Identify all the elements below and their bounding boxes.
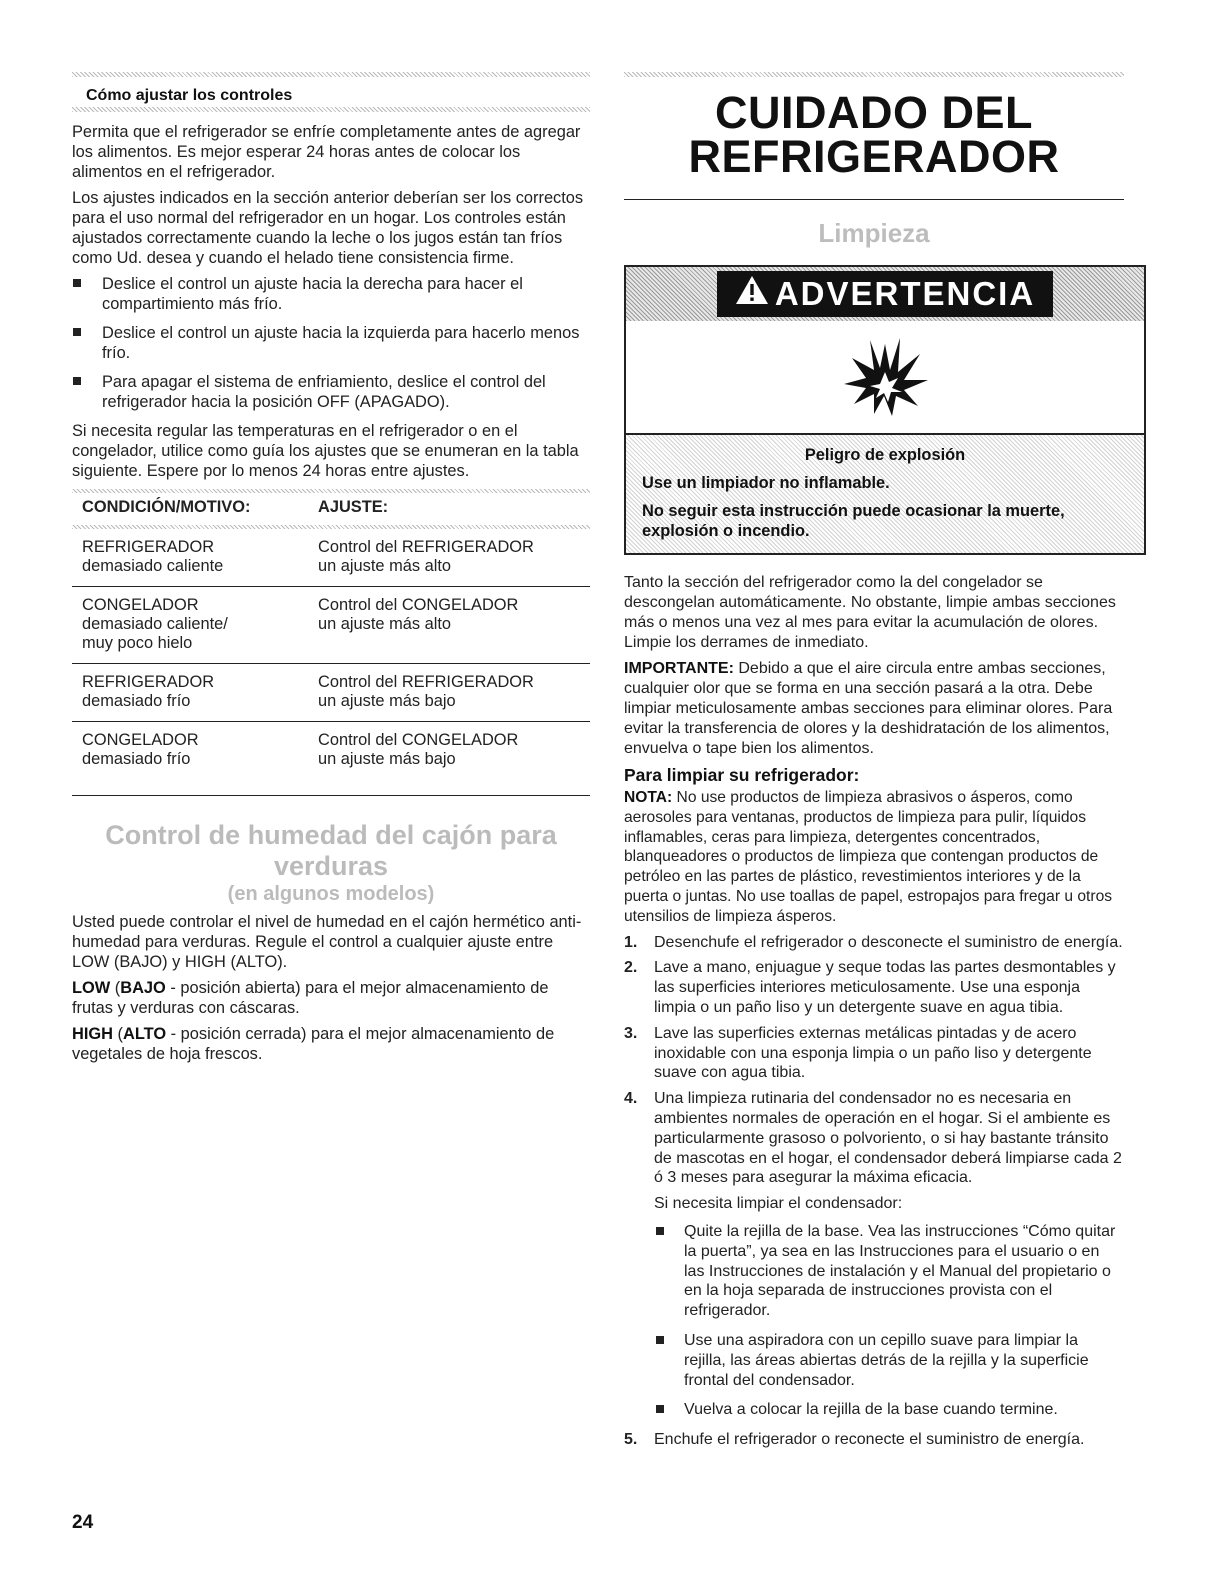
table-row: CONGELADOR demasiado caliente/ muy poco hielo Control del CONGELADOR un ajuste más alto [72,587,590,664]
cleaning-steps [624,933,1124,1450]
low-setting-paragraph: LOW (BAJO - posición abierta) para el mejor almacenamiento de frutas y verduras con cáscaras. [72,979,549,1017]
list-item: Vuelva a colocar la rejilla de la base cuando termine. [654,1400,1124,1420]
right-column [624,72,1124,1456]
page-title: CUIDADO DEL REFRIGERADOR [688,87,1060,182]
humidity-paragraph: Usted puede controlar el nivel de humedad en el cajón hermético anti-humedad para verduras. Regule el control a cualquier ajuste entre LOW (BAJO) y HIGH (ALTO). [72,913,582,971]
right-top-hatch-rule [624,72,1124,77]
heading-hatch-rule [72,107,590,112]
list-item: Para apagar el sistema de enfriamiento, deslice el control del refrigerador hacia la posición OFF (APAGADO). [72,372,590,412]
list-item: 5. Enchufe el refrigerador o reconecte el suministro de energía. [624,1431,1085,1449]
table-row: REFRIGERADOR demasiado frío Control del REFRIGERADOR un ajuste más bajo [72,664,590,722]
list-item: 1. Desenchufe el refrigerador o desconecte el suministro de energía. [624,933,1123,951]
adjust-controls-heading: Cómo ajustar los controles [86,87,293,104]
table-row: REFRIGERADOR demasiado caliente Control del REFRIGERADOR un ajuste más alto [72,529,590,587]
intro-paragraph-1: Permita que el refrigerador se enfríe completamente antes de agregar los alimentos. Es mejor esperar 24 horas antes de colocar los alimentos en el refrigerador. [72,123,581,181]
cleaning-paragraph: Tanto la sección del refrigerador como la del congelador se descongelan automáticamente. No obstante, limpie ambas secciones más o menos una vez al mes para evitar la acumulación de olores. Limpie los derrames de inmediato. [624,574,1116,651]
page-number: 24 [72,1512,94,1533]
condenser-bullet-list [654,1222,1124,1420]
list-item: Deslice el control un ajuste hacia la izquierda para hacerlo menos frío. [72,323,590,363]
section-title-limpieza: Limpieza [818,218,930,248]
list-item: 3. Lave las superficies externas metálicas pintadas y de acero inoxidable con una esponja limpia o un paño liso y detergente suave con agua tibia. [624,1024,1092,1082]
list-item: Deslice el control un ajuste hacia la derecha para hacer el compartimiento más frío. [72,274,590,314]
adjustment-table [72,487,590,796]
important-paragraph: IMPORTANTE: Debido a que el aire circula entre ambas secciones, cualquier olor que se forma en una sección pasará a la otra. Debe limpiar meticulosamente ambas secciones para eliminar olores. Para evitar la transferencia de olores y la deshidratación de los alimentos, envuelva o tape bien los alimentos. [624,660,1113,757]
warning-label: ADVERTENCIA [717,271,1053,317]
intro-paragraph-3: Si necesita regular las temperaturas en el refrigerador o en el congelador, utilice como guía los ajustes que se enumeran en la tabla siguiente. Espere por lo menos 24 horas entre ajustes. [72,422,579,480]
high-setting-paragraph: HIGH (ALTO - posición cerrada) para el mejor almacenamiento de vegetales de hoja frescos. [72,1025,555,1063]
table-header-condition: CONDICIÓN/MOTIVO: [82,498,251,516]
list-item: 4. Una limpieza rutinaria del condensador no es necesaria en ambientes normales de operación en el hogar. Si el ambiente es particularmente grasoso o polvoriento, o si hay bastante tránsito de mascotas en el hogar, el condensador deberá limpiarse cada 2 ó 3 meses para asegurar la máxima eficacia. Si necesita limpiar el condensador: Quite la rejilla de la base. Vea las instrucciones “Cómo quitar la puerta”, ya sea en las Instrucciones para el usuario o en las Instrucciones de instalación y el Manual del propietario o en la hoja separada de instrucciones provista con el refrigerador. Use una aspiradora con un cepillo suave para limpiar la rejilla, las áreas abiertas detrás de la rejilla y la superficie frontal del condensador. Vuelva a colocar la rejilla de la base cuando termine. [624,1089,1124,1420]
humidity-section-title: Control de humedad del cajón para verduras [105,820,557,881]
warning-line-1: Use un limpiador no inflamable. [642,474,890,492]
list-item: 2. Lave a mano, enjuague y seque todas las partes desmontables y las superficies interiores meticulosamente. Use una esponja limpia o un paño liso y un detergente suave en agua tibia. [624,959,1116,1016]
explosion-icon [840,332,930,423]
top-hatch-rule [72,72,590,77]
warning-triangle-icon [735,271,769,317]
warning-line-2: No seguir esta instrucción puede ocasionar la muerte, explosión o incendio. [642,502,1065,540]
table-row: CONGELADOR demasiado frío Control del CONGELADOR un ajuste más bajo [72,722,590,796]
clean-heading: Para limpiar su refrigerador: [624,765,860,785]
intro-paragraph-2: Los ajustes indicados en la sección anterior deberían ser los correctos para el uso normal del refrigerador en un hogar. Los controles están ajustados correctamente cuando la leche o los jugos están tan fríos como Ud. desea y cuando el helado tiene consistencia firme. [72,189,584,267]
warning-text-area [626,435,1144,553]
humidity-section-subtitle: (en algunos modelos) [227,883,435,905]
table-header-adjustment: AJUSTE: [318,498,389,516]
explosion-icon-area [626,321,1144,435]
list-item: Quite la rejilla de la base. Vea las instrucciones “Cómo quitar la puerta”, ya sea en las Instrucciones para el usuario o en las Instrucciones de instalación y el Manual del propietario o en la hoja separada de instrucciones provista con el refrigerador. [654,1222,1124,1321]
list-item: Use una aspiradora con un cepillo suave para limpiar la rejilla, las áreas abiertas detrás de la rejilla y la superficie frontal del condensador. [654,1331,1124,1390]
warning-header-band [626,267,1144,321]
warning-box [624,265,1146,555]
left-column [72,72,590,1070]
nota-paragraph: NOTA: No use productos de limpieza abrasivos o ásperos, como aerosoles para ventanas, productos de limpieza para pulir, líquidos inflamables, ceras para limpieza, detergentes concentrados, blanqueadores o productos de limpieza que contengan productos de petróleo en las partes de plástico, revestimientos interiores y de la puerta o juntas. No use toallas de papel, estropajos para fregar u otros utensilios de limpieza ásperos. [624,789,1113,925]
adjust-bullet-list [72,274,590,412]
hazard-title: Peligro de explosión [804,446,966,464]
title-rule [624,199,1124,200]
condenser-intro: Si necesita limpiar el condensador: [654,1195,903,1213]
